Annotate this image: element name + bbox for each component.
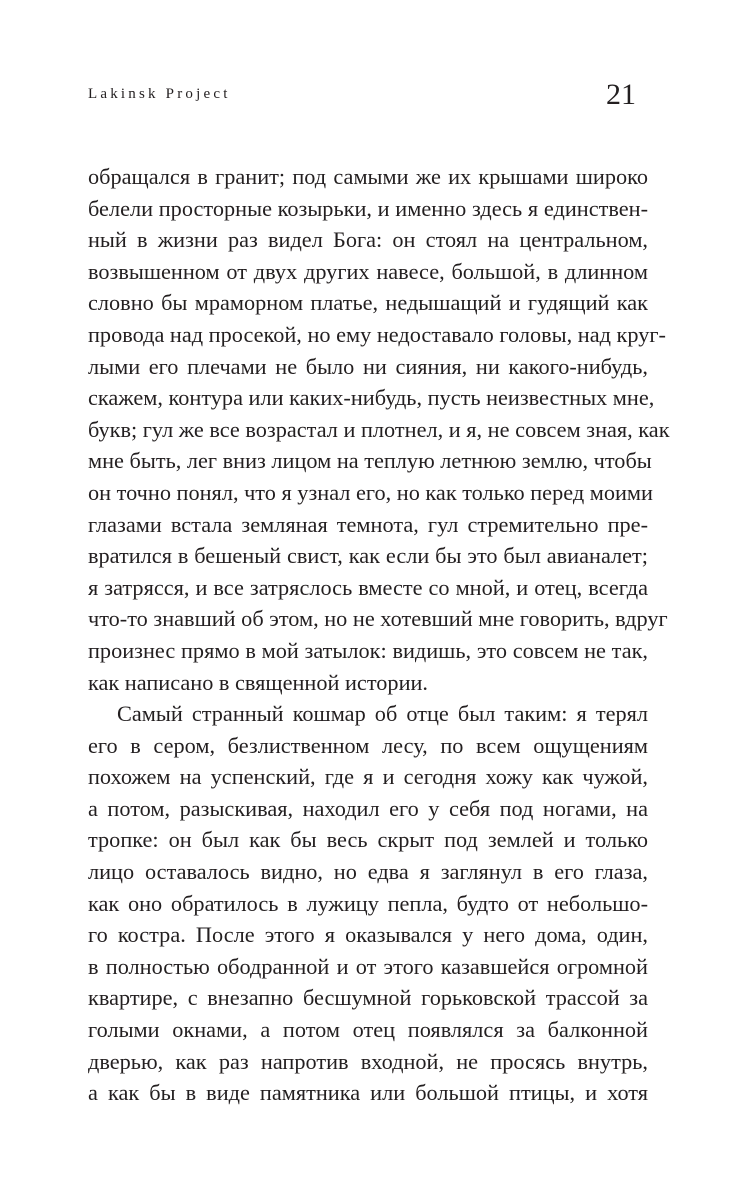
- text-line: его в сером, безлиственном лесу, по всем ощущениям: [88, 732, 648, 758]
- text-line: похожем на успенский, где я и сегодня хожу как чужой,: [88, 764, 648, 790]
- text-line: словно бы мраморном платье, недышащий и гудящий как: [88, 290, 648, 316]
- text-line: возвышенном от двух других навесе, большой, в длинном: [88, 258, 648, 284]
- text-line: а потом, разыскивая, находил его у себя под ногами, на: [88, 795, 648, 821]
- text-line: вратился в бешеный свист, как если бы это был авианалет;: [88, 543, 648, 569]
- text-line: го костра. После этого я оказывался у него дома, один,: [88, 922, 648, 948]
- text-line: голыми окнами, а потом отец появлялся за балконной: [88, 1017, 648, 1043]
- text-line: он точно понял, что я узнал его, но как только перед моими: [88, 479, 653, 505]
- text-line: а как бы в виде памятника или большой птицы, и хотя: [88, 1080, 648, 1106]
- text-line: произнес прямо в мой затылок: видишь, это совсем не так,: [88, 637, 648, 663]
- text-line: мне быть, лег вниз лицом на теплую летнюю землю, чтобы: [88, 448, 652, 474]
- page-number: 21: [606, 78, 636, 111]
- text-line: белели просторные козырьки, и именно здесь я единствен-: [88, 195, 648, 221]
- text-line: провода над просекой, но ему недоставало головы, над круг-: [88, 321, 666, 347]
- text-line: ный в жизни раз видел Бога: он стоял на центральном,: [88, 227, 648, 253]
- text-line: глазами встала земляная темнота, гул стремительно пре-: [88, 511, 648, 537]
- text-line: лыми его плечами не было ни сияния, ни какого-нибудь,: [88, 353, 648, 379]
- text-line: тропке: он был как бы весь скрыт под землей и только: [88, 827, 648, 853]
- text-line: скажем, контура или каких-нибудь, пусть неизвестных мне,: [88, 385, 655, 411]
- text-line: как оно обратилось в лужицу пепла, будто от небольшо-: [88, 890, 648, 916]
- text-line: что-то знавший об этом, но не хотевший мне говорить, вдруг: [88, 606, 668, 632]
- text-line: Самый странный кошмар об отце был таким: я терял: [117, 701, 648, 727]
- paragraph-2: [88, 698, 648, 1109]
- text-line: квартире, с внезапно бесшумной горьковской трассой за: [88, 985, 648, 1011]
- text-line: обращался в гранит; под самыми же их крышами широко: [88, 164, 648, 189]
- text-line: в полностью ободранной и от этого казавшейся огромной: [88, 953, 648, 979]
- text-line: как написано в священной истории.: [88, 669, 429, 695]
- running-head: Lakinsk Project: [88, 86, 231, 102]
- text-line: лицо оставалось видно, но едва я заглянул в его глаза,: [88, 859, 648, 885]
- paragraph-1: [88, 161, 670, 698]
- body-text: [88, 161, 670, 1109]
- text-line: букв; гул же все возрастал и плотнел, и я, не совсем зная, как: [88, 416, 670, 442]
- text-line: дверью, как раз напротив входной, не просясь внутрь,: [88, 1048, 648, 1074]
- text-line: я затрясся, и все затряслось вместе со мной, и отец, всегда: [88, 574, 648, 600]
